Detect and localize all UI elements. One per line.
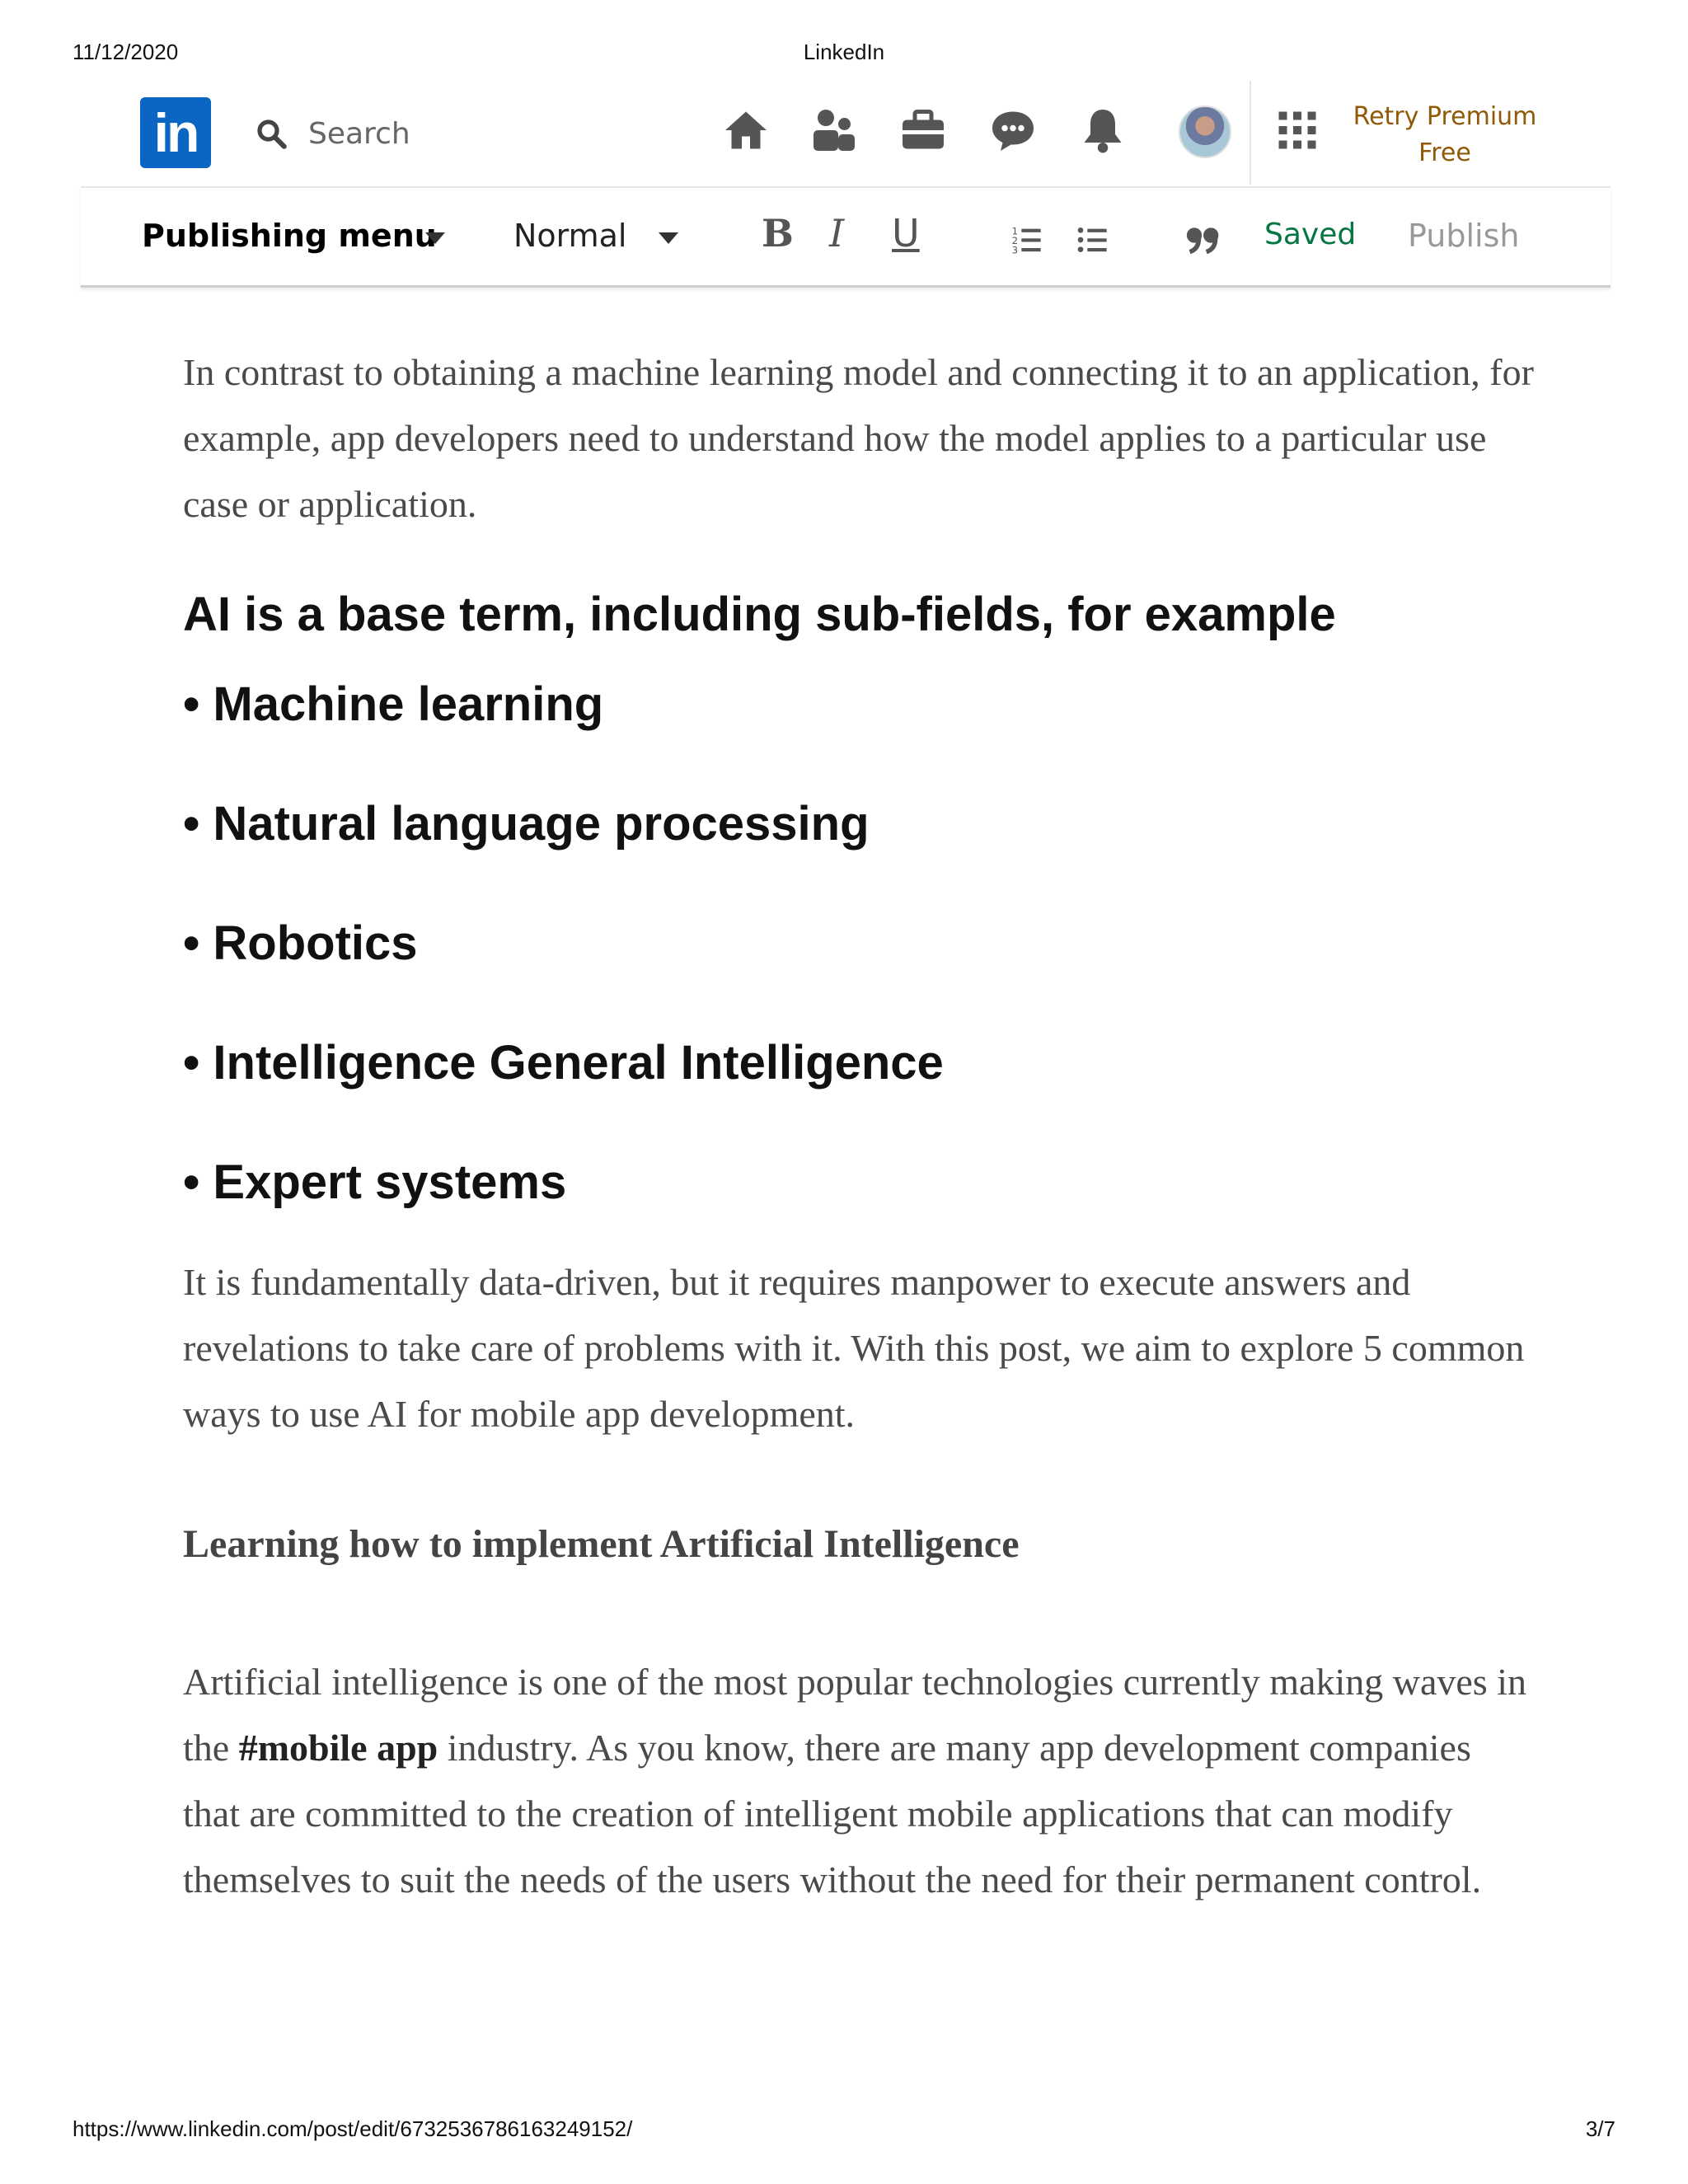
bulleted-list-icon[interactable] bbox=[1076, 221, 1109, 265]
text-style-select[interactable]: Normal bbox=[513, 218, 627, 254]
italic-button[interactable]: I bbox=[829, 211, 845, 255]
publishing-menu-button[interactable]: Publishing menu bbox=[142, 218, 437, 254]
svg-text:3: 3 bbox=[1011, 244, 1019, 256]
list-item: • Natural language processing bbox=[183, 797, 870, 851]
body-paragraph: It is fundamentally data-driven, but it requires manpower to execute answers and revelations to take care of problems with it. With this post, we aim to explore 5 common ways to use AI for mobile app development. bbox=[183, 1261, 1525, 1435]
profile-avatar[interactable] bbox=[1179, 105, 1231, 158]
paragraph-text: Artificial intelligence is one of the most popular technologies currently making waves in the bbox=[183, 1661, 1526, 1769]
global-nav bbox=[81, 76, 1611, 188]
subfields-list bbox=[183, 677, 1535, 1210]
article-body[interactable] bbox=[183, 340, 1535, 1913]
premium-line-2: Free bbox=[1418, 138, 1471, 167]
chevron-down-icon[interactable] bbox=[425, 232, 445, 244]
print-page-number: 3/7 bbox=[1585, 2116, 1615, 2141]
premium-line-1: Retry Premium bbox=[1353, 102, 1537, 131]
list-item: • Machine learning bbox=[183, 677, 604, 731]
chevron-down-icon[interactable] bbox=[659, 232, 678, 244]
numbered-list-icon[interactable] bbox=[1010, 221, 1043, 265]
intro-paragraph: In contrast to obtaining a machine learning model and connecting it to an application, for example, app developers need to understand how the model applies to a particular use case or application. bbox=[183, 351, 1534, 525]
quote-icon[interactable] bbox=[1185, 221, 1221, 265]
svg-text:2: 2 bbox=[1011, 235, 1019, 246]
messaging-icon[interactable] bbox=[987, 104, 1039, 157]
list-item: • Expert systems bbox=[183, 1155, 567, 1209]
notifications-icon[interactable] bbox=[1076, 104, 1129, 157]
search-placeholder: Search bbox=[308, 116, 410, 151]
svg-text:1: 1 bbox=[1011, 225, 1019, 237]
print-title: LinkedIn bbox=[803, 40, 885, 64]
search-bar[interactable] bbox=[254, 109, 468, 158]
underline-button[interactable]: U bbox=[892, 211, 920, 255]
list-item: • Intelligence General Intelligence bbox=[183, 1036, 944, 1090]
jobs-icon[interactable] bbox=[897, 104, 950, 157]
home-icon[interactable] bbox=[720, 104, 772, 157]
linkedin-logo[interactable]: in bbox=[140, 97, 211, 168]
save-status: Saved bbox=[1264, 218, 1357, 251]
list-item: • Robotics bbox=[183, 916, 418, 970]
paragraph-text: industry. As you know, there are many app development companies that are committed to the creation of intelligent mobile applications that can modify themselves to suit the needs of the users without the need for their permanent control. bbox=[183, 1727, 1482, 1900]
print-date: 11/12/2020 bbox=[73, 40, 179, 64]
bold-button[interactable]: B bbox=[762, 211, 794, 255]
subheading: Learning how to implement Artificial Intelligence bbox=[183, 1522, 1020, 1566]
search-icon bbox=[254, 116, 288, 151]
section-heading: AI is a base term, including sub-fields, for example bbox=[183, 588, 1336, 641]
nav-divider bbox=[1250, 81, 1251, 185]
editor-toolbar bbox=[81, 188, 1611, 288]
hashtag-link[interactable]: #mobile app bbox=[238, 1727, 438, 1769]
publish-button[interactable]: Publish bbox=[1408, 218, 1520, 254]
print-url: https://www.linkedin.com/post/edit/6732536786163249152/ bbox=[73, 2116, 633, 2141]
body-paragraph bbox=[183, 1649, 1535, 1913]
work-grid-icon[interactable] bbox=[1271, 104, 1324, 157]
retry-premium-link[interactable] bbox=[1350, 99, 1540, 171]
my-network-icon[interactable] bbox=[808, 104, 860, 157]
